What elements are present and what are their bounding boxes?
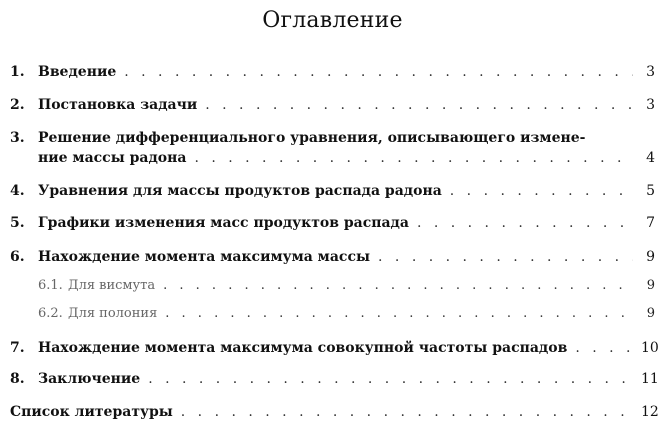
entry-page: 3 [646, 64, 655, 80]
toc-subentry-bismuth[interactable] [38, 277, 655, 295]
entry-label: Для висмута [68, 278, 156, 293]
toc-title: Оглавление [262, 8, 403, 33]
leader-dots [181, 403, 633, 421]
toc-entry-max-decay-rate[interactable] [10, 339, 659, 357]
entry-number: 8. [10, 371, 25, 387]
toc-entry-differential-equation[interactable] [10, 128, 655, 168]
entry-label: Заключение [38, 371, 141, 387]
entry-number: 6.2. [38, 306, 63, 321]
toc-entry-max-mass[interactable] [10, 248, 655, 266]
entry-label: Для полония [68, 306, 158, 321]
entry-label: Графики изменения масс продуктов распада [38, 215, 409, 231]
entry-page: 9 [646, 278, 655, 293]
entry-page: 9 [646, 249, 655, 265]
entry-page: 11 [641, 371, 659, 387]
entry-label: Постановка задачи [38, 97, 198, 113]
leader-dots [378, 248, 633, 266]
entry-number: 4. [10, 183, 25, 199]
leader-dots [205, 96, 633, 114]
entry-number: 7. [10, 340, 25, 356]
leader-dots [165, 305, 633, 323]
toc-entry-graphs[interactable] [10, 214, 655, 232]
entry-page: 7 [646, 215, 655, 231]
entry-number: 3. [10, 130, 25, 146]
entry-label-line2: ние массы радона [38, 150, 187, 166]
entry-number: 1. [10, 64, 25, 80]
toc-entry-mass-equations[interactable] [10, 182, 655, 200]
entry-number: 6. [10, 249, 25, 265]
entry-page: 5 [646, 183, 655, 199]
entry-number: 2. [10, 97, 25, 113]
leader-dots [148, 370, 633, 388]
toc-entry-references[interactable] [10, 403, 659, 421]
entry-label: Нахождение момента максимума совокупной частоты распадов [38, 340, 568, 356]
leader-dots [163, 277, 633, 295]
entry-label: Уравнения для массы продуктов распада радона [38, 183, 442, 199]
entry-number: 6.1. [38, 278, 63, 293]
entry-number: 5. [10, 215, 25, 231]
leader-dots [194, 148, 633, 168]
leader-dots [450, 182, 633, 200]
toc-subentry-polonium[interactable] [38, 305, 655, 323]
entry-page: 10 [641, 340, 659, 356]
entry-label-line1: Решение дифференциального уравнения, описывающего измене- [38, 130, 586, 146]
toc-entry-conclusion[interactable] [10, 370, 659, 388]
entry-label: Список литературы [10, 404, 173, 420]
entry-page: 3 [646, 97, 655, 113]
entry-label: Нахождение момента максимума массы [38, 249, 371, 265]
toc-entry-introduction[interactable] [10, 63, 655, 81]
toc-entry-problem-statement[interactable] [10, 96, 655, 114]
leader-dots [124, 63, 633, 81]
leader-dots [417, 214, 633, 232]
entry-label: Введение [38, 64, 117, 80]
entry-page: 9 [646, 306, 655, 321]
leader-dots [575, 339, 633, 357]
entry-page: 4 [646, 150, 655, 166]
entry-page: 12 [641, 404, 659, 420]
